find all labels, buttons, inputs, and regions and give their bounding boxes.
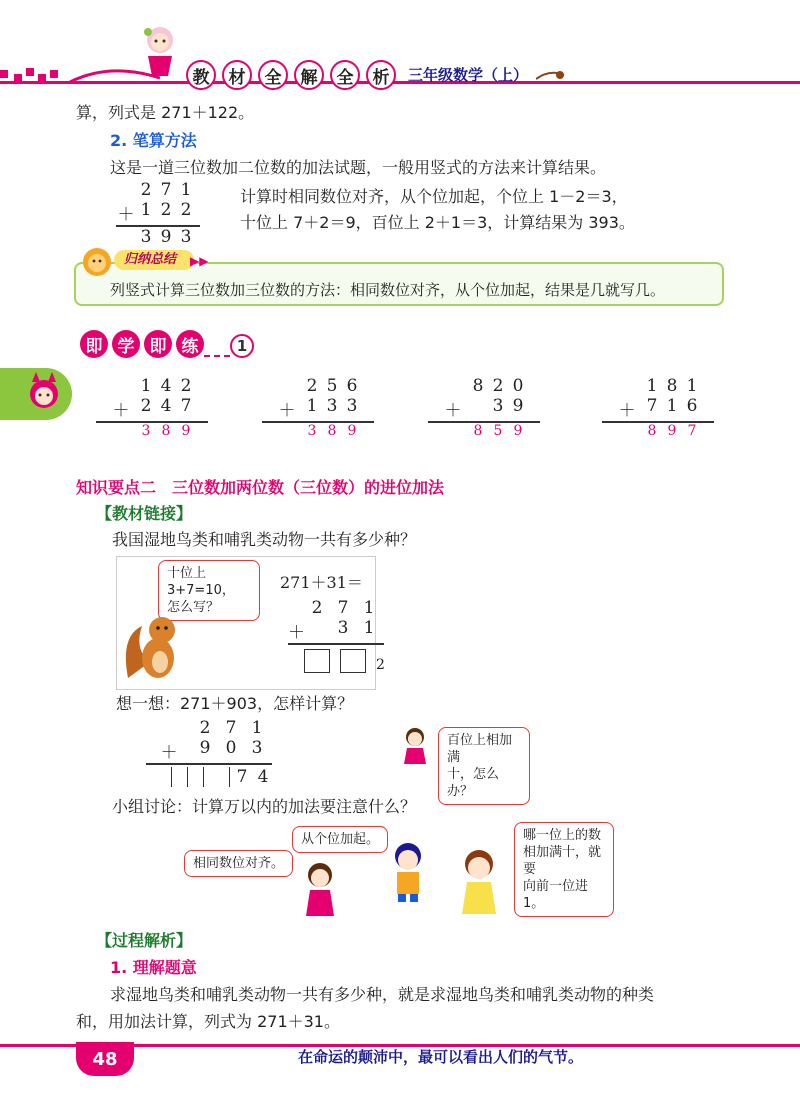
digit: 3 bbox=[251, 738, 263, 758]
plus-sign: ＋ bbox=[112, 401, 130, 421]
digit: 6 bbox=[686, 396, 698, 416]
bubble-line: 哪一位上的数 bbox=[523, 828, 602, 843]
answer-digit: 9 bbox=[667, 422, 677, 439]
digit: 1 bbox=[180, 180, 192, 200]
answer-digit: 9 bbox=[513, 422, 523, 439]
digit: 2 bbox=[180, 376, 192, 396]
fox-mascot-icon bbox=[0, 368, 72, 420]
plus-sign: ＋ bbox=[117, 205, 135, 225]
practice-label bbox=[80, 330, 204, 358]
digit: 7 bbox=[225, 718, 237, 738]
knowledge-heading: 知识要点二 三位数加两位数（三位数）的进位加法 bbox=[76, 478, 445, 497]
header-band bbox=[0, 58, 800, 90]
bubble-line: 相加满十，就要 bbox=[523, 845, 602, 877]
bubble-line: 百位上相加满 bbox=[447, 733, 513, 765]
practice-char: 学 bbox=[112, 330, 140, 358]
practice-problem bbox=[262, 376, 374, 439]
girl-speech-bubble bbox=[438, 727, 530, 805]
girl-icon bbox=[298, 860, 342, 922]
digit: 4 bbox=[160, 396, 172, 416]
digit: 8 bbox=[666, 376, 678, 396]
vertical-calculation bbox=[146, 718, 274, 789]
kid-speech-bubble: 相同数位对齐。 bbox=[184, 850, 293, 877]
answer-digit: 8 bbox=[327, 422, 337, 439]
lion-mascot-icon bbox=[80, 246, 114, 282]
digit: 0 bbox=[512, 376, 524, 396]
practice-problem bbox=[602, 376, 714, 439]
digit: 3 bbox=[140, 226, 152, 247]
digit: 5 bbox=[326, 376, 338, 396]
explanation-line: 计算时相同数位对齐，从个位加起，个位上 1－2＝3， bbox=[240, 187, 628, 206]
answer-digit: 9 bbox=[181, 422, 191, 439]
answer-digit: 8 bbox=[647, 422, 657, 439]
girl-icon bbox=[400, 726, 430, 770]
chevron-right-icon: ▶▶ bbox=[190, 254, 209, 268]
equation: 271＋31＝ bbox=[280, 573, 363, 592]
answer-digit: 7 bbox=[687, 422, 697, 439]
digit: 2 bbox=[311, 598, 323, 618]
kid-speech-bubble: 从个位加起。 bbox=[292, 826, 388, 853]
digit: 2 bbox=[376, 656, 385, 673]
digit: 9 bbox=[512, 396, 524, 416]
section-description: 这是一道三位数加二位数的加法试题，一般用竖式的方法来计算结果。 bbox=[110, 158, 607, 177]
digit: 2 bbox=[140, 180, 152, 200]
explanation-line: 十位上 7＋2＝9，百位上 2＋1＝3，计算结果为 393。 bbox=[240, 213, 635, 232]
process-label: 【过程解析】 bbox=[96, 931, 193, 950]
process-text: 求湿地鸟类和哺乳类动物一共有多少种，就是求湿地鸟类和哺乳类动物的种类 bbox=[110, 985, 655, 1004]
intro-line: 算，列式是 271＋122。 bbox=[76, 103, 255, 122]
answer-digit: 3 bbox=[307, 422, 317, 439]
practice-dash bbox=[204, 355, 230, 357]
header-title bbox=[186, 60, 396, 90]
process-heading: 1. 理解题意 bbox=[110, 958, 197, 977]
bubble-line: 十位上3+7=10， bbox=[167, 566, 235, 598]
textbook-link-label: 【教材链接】 bbox=[96, 504, 193, 523]
digit: 7 bbox=[236, 766, 248, 787]
digit: 3 bbox=[337, 618, 349, 638]
answer-box[interactable] bbox=[340, 649, 366, 673]
plus-sign: ＋ bbox=[278, 401, 296, 421]
practice-problem bbox=[428, 376, 540, 439]
answer-digit: 5 bbox=[493, 422, 503, 439]
practice-char: 即 bbox=[144, 330, 172, 358]
digit: 1 bbox=[140, 376, 152, 396]
digit: 1 bbox=[666, 396, 678, 416]
squirrel-icon bbox=[120, 606, 184, 690]
digit: 7 bbox=[337, 598, 349, 618]
bubble-line: 向前一位进1。 bbox=[523, 879, 589, 911]
leaf-icon bbox=[536, 68, 566, 87]
answer-box[interactable] bbox=[304, 649, 330, 673]
digit: 2 bbox=[199, 718, 211, 738]
header-title-char: 解 bbox=[294, 60, 324, 90]
digit: 4 bbox=[160, 376, 172, 396]
summary-label: 归纳总结 bbox=[114, 250, 194, 270]
kid-speech-bubble bbox=[514, 822, 614, 917]
digit: 1 bbox=[251, 718, 263, 738]
practice-number: 1 bbox=[230, 334, 254, 358]
bubble-line: 怎么写？ bbox=[167, 600, 220, 615]
digit: 2 bbox=[140, 396, 152, 416]
answer-slot[interactable] bbox=[204, 767, 230, 787]
header-title-char: 全 bbox=[330, 60, 360, 90]
plus-sign: ＋ bbox=[444, 401, 462, 421]
footer-quote: 在命运的颠沛中，最可以看出人们的气节。 bbox=[298, 1048, 584, 1066]
header-decoration bbox=[0, 58, 800, 90]
digit bbox=[468, 396, 488, 421]
answer-digit: 8 bbox=[473, 422, 483, 439]
knowledge-question: 我国湿地鸟类和哺乳类动物一共有多少种？ bbox=[112, 530, 417, 549]
digit: 3 bbox=[492, 396, 504, 416]
answer-digit: 3 bbox=[141, 422, 151, 439]
practice-char: 练 bbox=[176, 330, 204, 358]
page-number: 48 bbox=[76, 1042, 134, 1076]
digit: 3 bbox=[326, 396, 338, 416]
digit: 1 bbox=[646, 376, 658, 396]
header-title-char: 析 bbox=[366, 60, 396, 90]
digit: 4 bbox=[257, 766, 269, 787]
digit: 3 bbox=[346, 396, 358, 416]
header-rule bbox=[0, 81, 800, 84]
vertical-calculation bbox=[288, 598, 385, 673]
digit: 1 bbox=[306, 396, 318, 416]
answer-digit: 9 bbox=[347, 422, 357, 439]
digit: 3 bbox=[180, 226, 192, 247]
digit: 9 bbox=[199, 738, 211, 758]
sum-line bbox=[288, 643, 384, 645]
girl-icon bbox=[454, 848, 504, 922]
digit: 2 bbox=[180, 200, 192, 220]
plus-sign: ＋ bbox=[160, 743, 178, 763]
digit: 2 bbox=[160, 200, 172, 220]
think-prompt: 想一想：271＋903，怎样计算？ bbox=[116, 694, 354, 713]
plus-sign: ＋ bbox=[288, 623, 305, 643]
bubble-line: 十，怎么办？ bbox=[447, 767, 500, 799]
practice-problem bbox=[96, 376, 208, 439]
digit: 1 bbox=[140, 200, 152, 220]
digit: 1 bbox=[363, 598, 375, 618]
process-text: 和，用加法计算，列式为 271＋31。 bbox=[76, 1012, 340, 1031]
section-heading-written: 2. 笔算方法 bbox=[110, 131, 197, 150]
digit: 2 bbox=[306, 376, 318, 396]
discussion-prompt: 小组讨论：计算万以内的加法要注意什么？ bbox=[112, 797, 417, 816]
plus-sign: ＋ bbox=[618, 401, 636, 421]
practice-char: 即 bbox=[80, 330, 108, 358]
header-title-char: 材 bbox=[222, 60, 252, 90]
digit: 6 bbox=[346, 376, 358, 396]
digit: 7 bbox=[180, 396, 192, 416]
digit: 8 bbox=[472, 376, 484, 396]
answer-digit: 8 bbox=[161, 422, 171, 439]
digit bbox=[304, 618, 330, 643]
digit: 7 bbox=[160, 180, 172, 200]
digit: 1 bbox=[686, 376, 698, 396]
answer-slot[interactable] bbox=[146, 767, 172, 787]
digit: 1 bbox=[363, 618, 375, 638]
answer-slot[interactable] bbox=[188, 767, 204, 787]
digit: 7 bbox=[646, 396, 658, 416]
header-title-char: 全 bbox=[258, 60, 288, 90]
digit: 0 bbox=[225, 738, 237, 758]
header-title-char: 教 bbox=[186, 60, 216, 90]
vertical-calculation bbox=[116, 180, 200, 247]
boy-icon bbox=[386, 840, 430, 906]
mascot-fairy-icon bbox=[138, 22, 182, 80]
digit: 9 bbox=[160, 226, 172, 247]
summary-text: 列竖式计算三位数加三位数的方法：相同数位对齐，从个位加起，结果是几就写几。 bbox=[110, 281, 666, 299]
digit: 2 bbox=[492, 376, 504, 396]
side-tab bbox=[0, 368, 72, 420]
answer-slot[interactable] bbox=[172, 767, 188, 787]
header-subtitle: 三年级数学（上） bbox=[408, 66, 529, 84]
